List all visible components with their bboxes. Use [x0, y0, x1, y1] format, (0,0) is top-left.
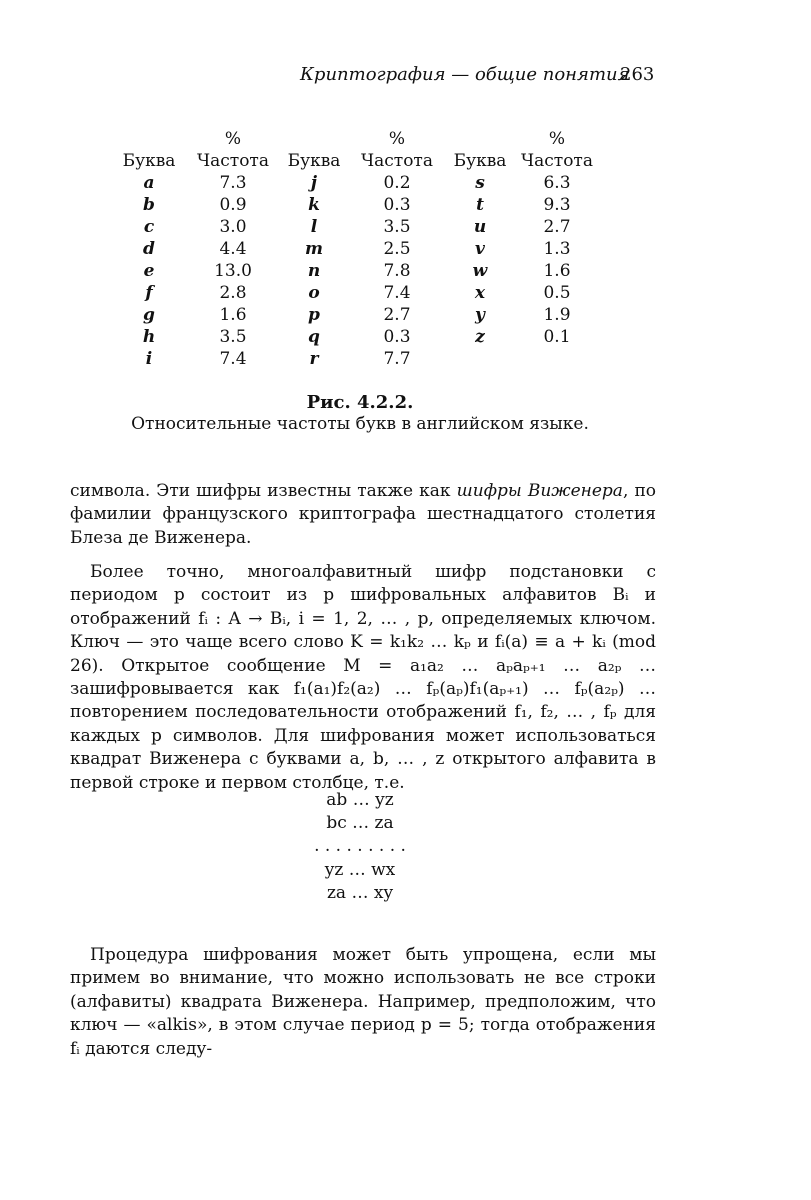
paragraph-encryption-procedure	[70, 944, 656, 1061]
table-header-row	[113, 150, 601, 172]
table-header-cell: Частота	[197, 151, 269, 171]
square-row: ab … yz	[326, 790, 394, 810]
table-cell-letter	[447, 348, 513, 370]
table-cell-frequency: 7.8	[383, 261, 411, 281]
paragraph-vigenere-intro	[70, 480, 656, 550]
table-cell-frequency: 1.6	[543, 261, 571, 281]
table-cell-frequency: 7.4	[383, 283, 411, 303]
table-cell-frequency: 9.3	[543, 195, 571, 215]
table-cell-letter: r	[309, 349, 319, 369]
table-cell-frequency: 3.0	[219, 217, 247, 237]
table-row	[113, 238, 601, 260]
table-header-cell: Буква	[122, 151, 176, 171]
square-row: za … xy	[326, 882, 394, 903]
table-cell-frequency: 7.7	[383, 349, 411, 369]
table-cell-letter: f	[145, 283, 153, 303]
table-cell-frequency	[513, 348, 601, 370]
table-cell-frequency: 2.7	[383, 305, 411, 325]
table-cell-letter: q	[308, 327, 320, 347]
emphasis-term: шифры Виженера	[456, 481, 623, 501]
table-cell-frequency: 0.3	[383, 195, 411, 215]
paragraph-text: , по фамилии французского криптографа шестнадцатого столетия Блеза де Виженера.	[70, 481, 657, 548]
table-cell-letter: m	[305, 239, 323, 259]
table-cell-letter: n	[307, 261, 321, 281]
figure-label: Рис. 4.2.2.	[306, 392, 414, 413]
table-cell-frequency: 0.3	[383, 327, 411, 347]
table-cell-letter: b	[143, 195, 155, 215]
table-cell-frequency: 3.5	[219, 327, 247, 347]
table-row	[113, 260, 601, 282]
square-row: bc … za	[326, 813, 394, 834]
table-cell-frequency: 7.4	[219, 349, 247, 369]
table-cell-frequency: 0.1	[543, 327, 571, 347]
paragraph-text: символа. Эти шифры известны также как	[70, 481, 457, 501]
table-cell-letter: h	[142, 327, 156, 347]
letter-frequency-table	[113, 128, 601, 370]
table-header-row-percent	[113, 128, 601, 150]
table-header-cell	[447, 128, 513, 150]
table-cell-frequency: 1.9	[543, 305, 571, 325]
table-cell-frequency: 6.3	[543, 173, 571, 193]
table-cell-letter: z	[475, 327, 485, 347]
table-cell-letter: c	[143, 217, 155, 237]
running-header-title: Криптография — общие понятия	[300, 64, 630, 85]
table-row	[113, 216, 601, 238]
table-cell-letter: d	[143, 239, 155, 259]
paragraph-text: Более точно, многоалфавитный шифр подстановки с периодом p состоит из p шифровальных алфавитов Bᵢ и отображений fᵢ : A → Bᵢ, i = 1, 2, … , p, определяемых ключом. Ключ — это чаще всего слово K = k₁k₂ … kₚ и fᵢ(a) ≡ a + kᵢ (mod 26). Открытое сообщение M = a₁a₂ … aₚaₚ₊₁ … a₂ₚ … зашифровывается как f₁(a₁)f₂(a₂) … fₚ(aₚ)f₁(aₚ₊₁) … fₚ(a₂ₚ) … повторением последовательности отображений f₁, f₂, … , fₚ для каждых p символов. Для шифрования может использоваться квадрат Виженера с буквами a, b, … , z открытого алфавита в первой строке и первом столбце, т.е.	[70, 562, 656, 793]
table-header-cell: %	[388, 129, 406, 149]
table-cell-letter: o	[308, 283, 320, 303]
table-header-cell: %	[548, 129, 566, 149]
table-cell-letter: i	[145, 349, 153, 369]
table-header-cell: Частота	[521, 151, 593, 171]
table-cell-frequency: 2.8	[219, 283, 247, 303]
table-header-cell: %	[224, 129, 242, 149]
table-cell-letter: l	[310, 217, 318, 237]
table-cell-letter: j	[310, 173, 318, 193]
table-row	[113, 326, 601, 348]
table-cell-frequency: 0.5	[543, 283, 571, 303]
table-header-cell: Частота	[361, 151, 433, 171]
table-cell-letter: w	[472, 261, 488, 281]
table-cell-frequency: 4.4	[219, 239, 247, 259]
table-cell-frequency: 7.3	[219, 173, 247, 193]
table-cell-letter: a	[143, 173, 155, 193]
table-cell-letter: v	[475, 239, 485, 259]
table-row	[113, 172, 601, 194]
square-row: . . . . . . . . .	[314, 836, 406, 857]
paragraph-polyalphabetic-cipher	[70, 561, 656, 795]
table-cell-letter: e	[143, 261, 155, 281]
paragraph-text: Процедура шифрования может быть упрощена, если мы примем во внимание, что можно использовать не все строки (алфавиты) квадрата Виженера. Например, предположим, что ключ — «alkis», в этом случае период p = 5; тогда отображения fᵢ даются следу-	[70, 945, 656, 1059]
table-cell-letter: g	[143, 305, 155, 325]
table-cell-letter: k	[308, 195, 320, 215]
table-row	[113, 282, 601, 304]
table-cell-frequency: 13.0	[214, 261, 252, 281]
table-cell-letter: x	[474, 283, 486, 303]
table-header-cell: Буква	[287, 151, 341, 171]
table-cell-frequency: 1.6	[219, 305, 247, 325]
table-cell-letter: y	[475, 305, 485, 325]
table-row	[113, 194, 601, 216]
square-row: yz … wx	[324, 859, 396, 880]
table-row	[113, 304, 601, 326]
table-cell-frequency: 2.7	[543, 217, 571, 237]
table-cell-frequency: 3.5	[383, 217, 411, 237]
table-header-cell: Буква	[453, 151, 507, 171]
table-row	[113, 348, 601, 370]
table-cell-letter: p	[308, 305, 320, 325]
table-cell-letter: s	[475, 173, 485, 193]
table-cell-letter: t	[476, 195, 484, 215]
page-number: 263	[620, 64, 655, 85]
table-cell-frequency: 2.5	[383, 239, 411, 259]
table-cell-frequency: 0.9	[219, 195, 247, 215]
table-cell-frequency: 0.2	[383, 173, 411, 193]
vigenere-square-excerpt	[290, 789, 430, 905]
table-header-cell	[281, 128, 347, 150]
figure-caption: Относительные частоты букв в английском языке.	[131, 414, 589, 434]
table-header-cell	[113, 128, 185, 150]
table-cell-letter: u	[473, 217, 487, 237]
table-cell-frequency: 1.3	[543, 239, 571, 259]
